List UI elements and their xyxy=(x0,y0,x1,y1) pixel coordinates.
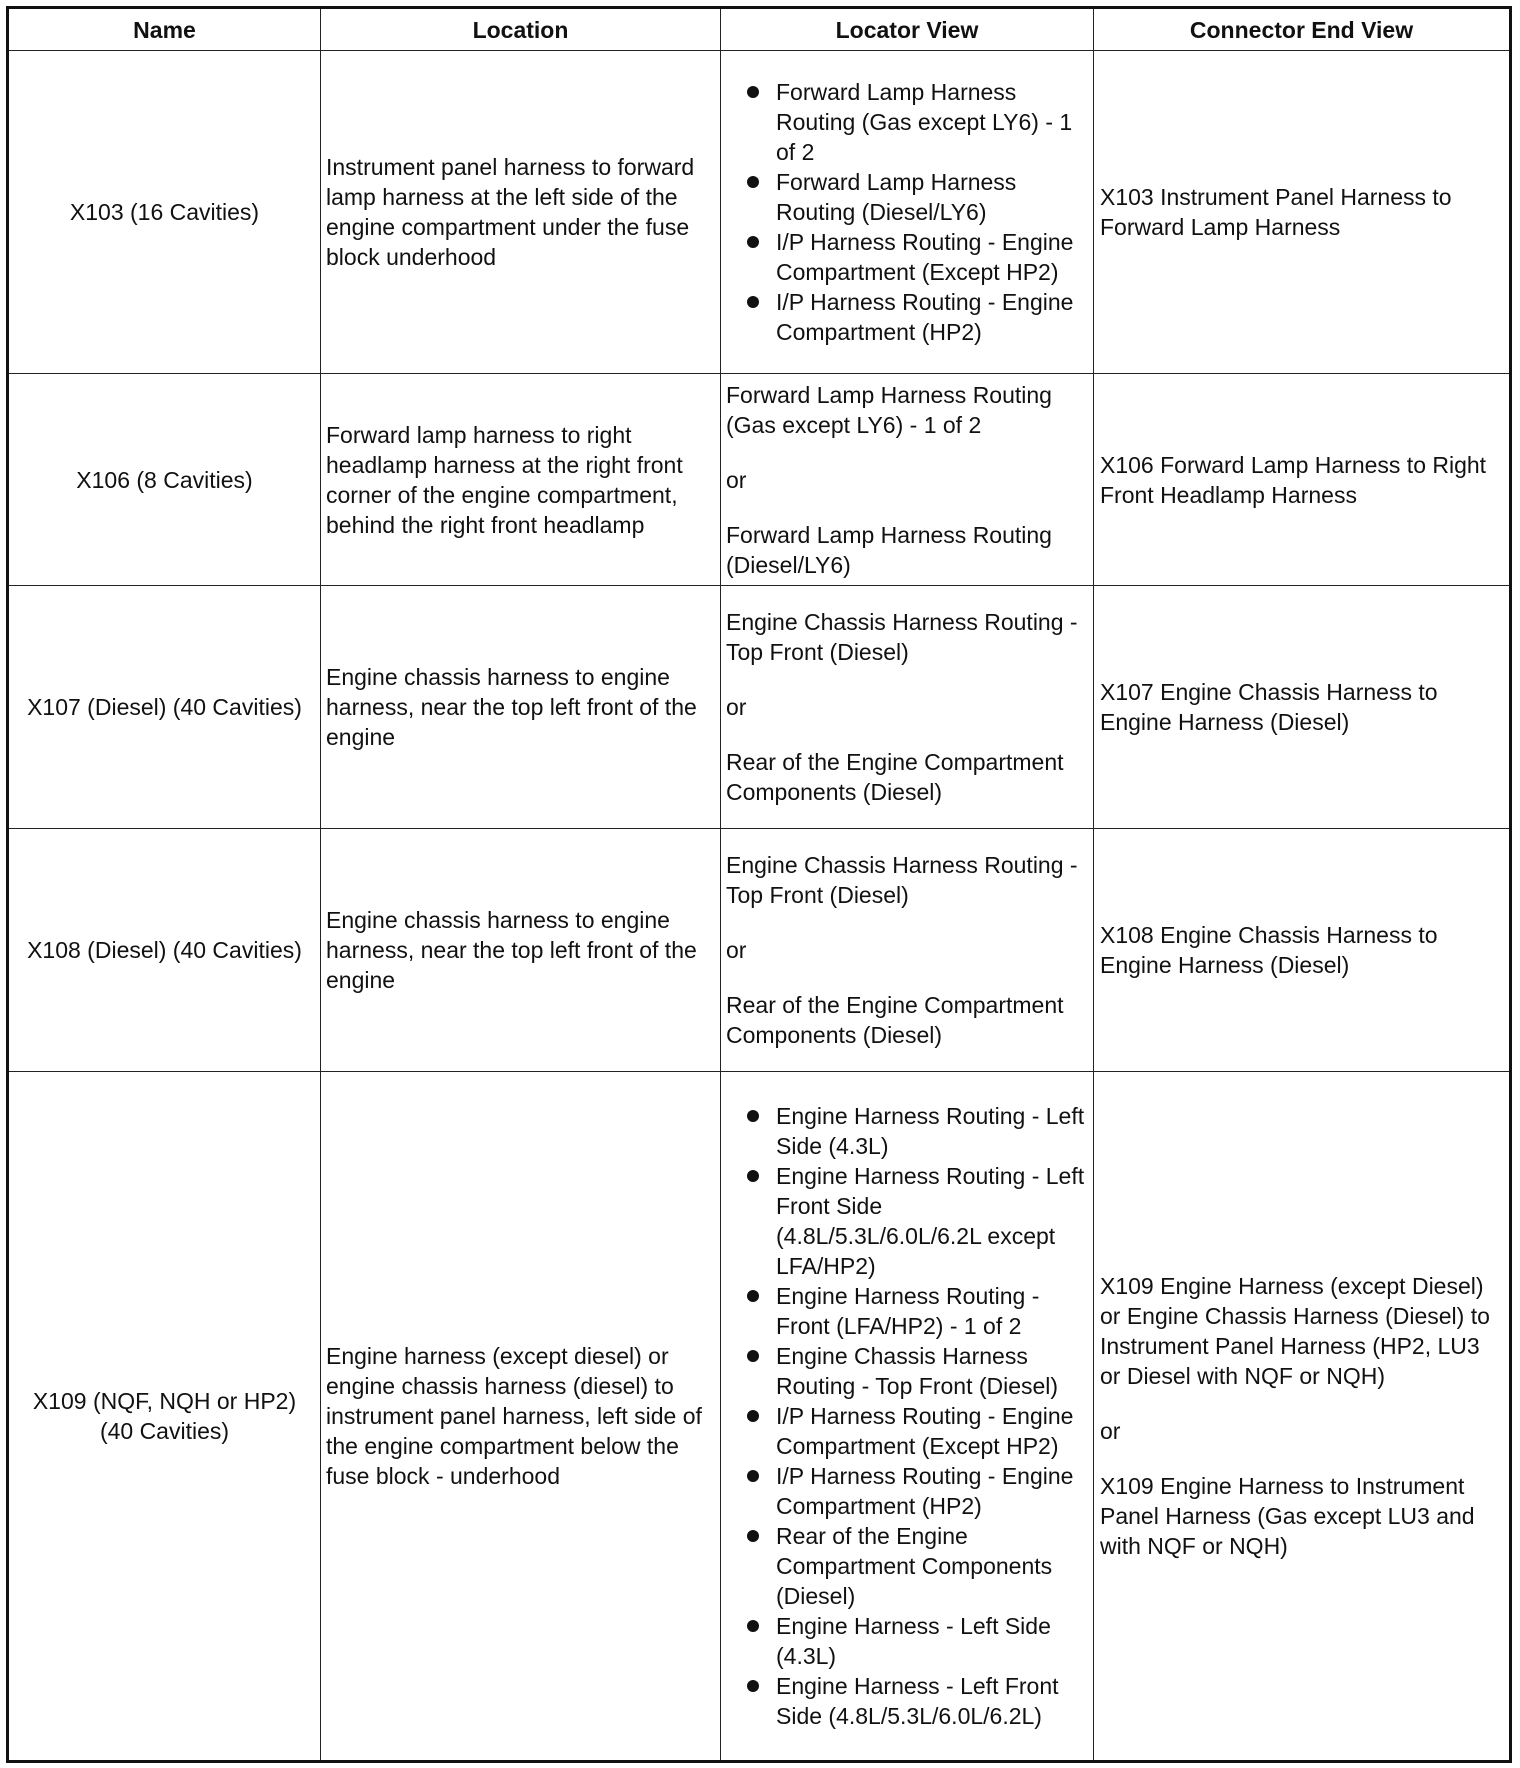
locator-link[interactable]: I/P Harness Routing - Engine Compartment (Except HP2) xyxy=(726,227,1089,287)
bullet-icon xyxy=(747,1530,759,1542)
bullet-icon xyxy=(747,1410,759,1422)
connector-location: Engine chassis harness to engine harness, near the top left front of the engine xyxy=(321,829,721,1072)
locator-link[interactable]: Engine Harness - Left Front Side (4.8L/5.3L/6.0L/6.2L) xyxy=(726,1671,1089,1731)
locator-link[interactable]: Forward Lamp Harness Routing (Diesel/LY6) xyxy=(726,521,1052,578)
locator-link[interactable]: I/P Harness Routing - Engine Compartment (Except HP2) xyxy=(726,1401,1089,1461)
connector-end-view[interactable]: X109 Engine Harness to Instrument Panel Harness (Gas except LU3 and with NQF or NQH) xyxy=(1100,1473,1475,1559)
bullet-icon xyxy=(747,86,759,98)
table-row xyxy=(8,374,1511,586)
locator-link[interactable]: Engine Chassis Harness Routing - Top Front (Diesel) xyxy=(726,609,1078,665)
bullet-icon xyxy=(747,1470,759,1482)
locator-link[interactable]: Engine Harness Routing - Front (LFA/HP2) - 1 of 2 xyxy=(726,1281,1089,1341)
locator-link[interactable]: I/P Harness Routing - Engine Compartment (HP2) xyxy=(726,1461,1089,1521)
or-separator: or xyxy=(726,937,747,963)
bullet-icon xyxy=(747,1290,759,1302)
connector-end-view[interactable]: X108 Engine Chassis Harness to Engine Harness (Diesel) xyxy=(1094,829,1511,1072)
locator-link[interactable]: Forward Lamp Harness Routing (Gas except LY6) - 1 of 2 xyxy=(726,381,1052,438)
locator-list xyxy=(726,77,1089,347)
connector-name: X109 (NQF, NQH or HP2) (40 Cavities) xyxy=(8,1072,321,1762)
locator-link[interactable]: Forward Lamp Harness Routing (Diesel/LY6) xyxy=(726,167,1089,227)
locator-view-cell xyxy=(721,1072,1094,1762)
connector-table xyxy=(6,6,1512,1763)
connector-end-view-cell xyxy=(1094,1072,1511,1762)
or-separator: or xyxy=(726,466,747,493)
connector-name: X107 (Diesel) (40 Cavities) xyxy=(8,586,321,829)
locator-link[interactable]: I/P Harness Routing - Engine Compartment (HP2) xyxy=(726,287,1089,347)
bullet-icon xyxy=(747,1110,759,1122)
table-row xyxy=(8,829,1511,1072)
connector-name: X103 (16 Cavities) xyxy=(8,51,321,374)
or-separator: or xyxy=(726,694,747,720)
locator-view-cell xyxy=(721,51,1094,374)
connector-name: X106 (8 Cavities) xyxy=(8,374,321,586)
locator-link[interactable]: Engine Chassis Harness Routing - Top Front (Diesel) xyxy=(726,1341,1089,1401)
locator-view-cell xyxy=(721,586,1094,829)
connector-location: Engine harness (except diesel) or engine chassis harness (diesel) to instrument panel harness, left side of the engine compartment below the fuse block - underhood xyxy=(321,1072,721,1762)
bullet-icon xyxy=(747,176,759,188)
locator-link[interactable]: Rear of the Engine Compartment Components (Diesel) xyxy=(726,1521,1089,1611)
locator-list xyxy=(726,1101,1089,1731)
header-locator-view: Locator View xyxy=(721,8,1094,51)
header-connector-end-view: Connector End View xyxy=(1094,8,1511,51)
bullet-icon xyxy=(747,296,759,308)
bullet-icon xyxy=(747,1350,759,1362)
locator-link[interactable]: Forward Lamp Harness Routing (Gas except LY6) - 1 of 2 xyxy=(726,77,1089,167)
connector-end-view[interactable]: X107 Engine Chassis Harness to Engine Harness (Diesel) xyxy=(1094,586,1511,829)
bullet-icon xyxy=(747,1620,759,1632)
header-row xyxy=(8,8,1511,51)
locator-view-cell xyxy=(721,374,1094,586)
locator-link[interactable]: Engine Harness Routing - Left Front Side (4.8L/5.3L/6.0L/6.2L except LFA/HP2) xyxy=(726,1161,1089,1281)
header-name: Name xyxy=(8,8,321,51)
connector-end-view[interactable]: X109 Engine Harness (except Diesel) or Engine Chassis Harness (Diesel) to Instrument Panel Harness (HP2, LU3 or Diesel with NQF or NQH) xyxy=(1100,1273,1490,1389)
header-location: Location xyxy=(321,8,721,51)
connector-end-view[interactable]: X106 Forward Lamp Harness to Right Front Headlamp Harness xyxy=(1094,374,1511,586)
bullet-icon xyxy=(747,1170,759,1182)
or-separator: or xyxy=(1100,1418,1121,1444)
connector-location: Instrument panel harness to forward lamp harness at the left side of the engine compartment under the fuse block underhood xyxy=(321,51,721,374)
bullet-icon xyxy=(747,236,759,248)
table-row xyxy=(8,1072,1511,1762)
locator-link[interactable]: Engine Chassis Harness Routing - Top Front (Diesel) xyxy=(726,852,1078,908)
table-row xyxy=(8,51,1511,374)
connector-end-view[interactable]: X103 Instrument Panel Harness to Forward Lamp Harness xyxy=(1094,51,1511,374)
connector-location: Engine chassis harness to engine harness, near the top left front of the engine xyxy=(321,586,721,829)
table-row xyxy=(8,586,1511,829)
locator-link[interactable]: Rear of the Engine Compartment Components (Diesel) xyxy=(726,749,1064,805)
connector-location: Forward lamp harness to right headlamp harness at the right front corner of the engine compartment, behind the right front headlamp xyxy=(321,374,721,586)
locator-view-cell xyxy=(721,829,1094,1072)
locator-link[interactable]: Engine Harness Routing - Left Side (4.3L) xyxy=(726,1101,1089,1161)
bullet-icon xyxy=(747,1680,759,1692)
locator-link[interactable]: Rear of the Engine Compartment Components (Diesel) xyxy=(726,992,1064,1048)
locator-link[interactable]: Engine Harness - Left Side (4.3L) xyxy=(726,1611,1089,1671)
connector-name: X108 (Diesel) (40 Cavities) xyxy=(8,829,321,1072)
